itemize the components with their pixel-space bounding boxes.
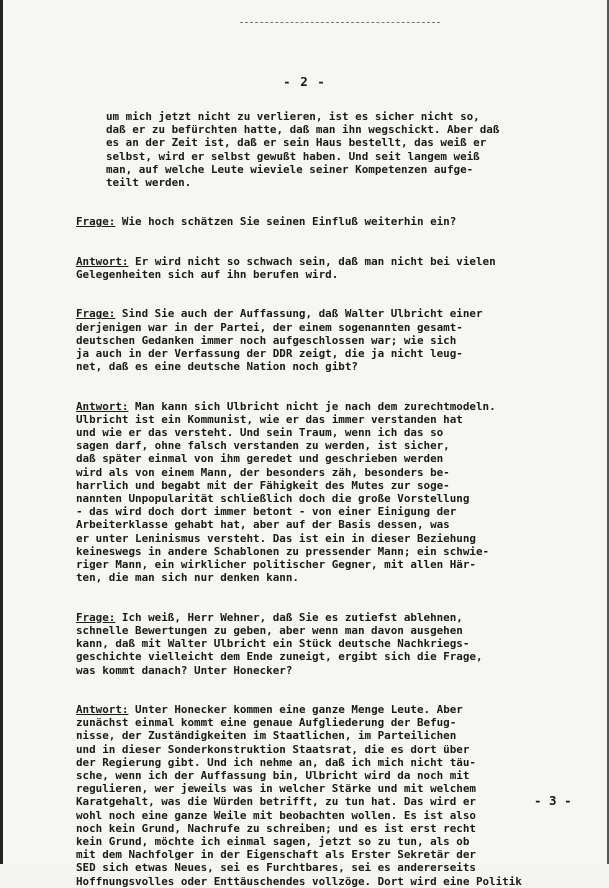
- intro-paragraph: um mich jetzt nicht zu verlieren, ist es sicher nicht so, daß er zu befürchten hatte, daß man ihn wegschickt. Aber daß es an der Zeit ist, daß er sein Haus bestellt, das weiß er selbst, wird er selbst gewußt haben. Und seit langem weiß man, auf welche Leute wieviele seiner Kompetenzen aufge- teilt werden.: [106, 110, 500, 190]
- question-block: [76, 202, 556, 228]
- speaker-label: Frage:: [76, 307, 116, 321]
- question-block: [76, 294, 556, 373]
- block-text: Sind Sie auch der Auffassung, daß Walter Ulbricht einer derjenigen war in der Partei, der einem sogenannten gesamt- deutschen Gedanken immer noch aufgeschlossen war; wie sich ja auch in der Verfassung der DDR zeigt, die ja nicht leug- net, daß es eine deutsche Nation noch gibt?: [76, 307, 483, 374]
- next-page-marker: - 3 -: [534, 793, 572, 808]
- speaker-label: Frage:: [76, 215, 116, 229]
- speaker-label: Antwort:: [76, 254, 129, 268]
- block-text: Man kann sich Ulbricht nicht je nach dem zurechtmodeln. Ulbricht ist ein Kommunist, wie er das immer verstanden hat und wie er das versteht. Und sein Traum, wenn ich das so sagen darf, ohne falsch verstanden zu werden, ist sicher, daß später einmal von ihm geredet und geschrieben werden wird als von einem Mann, der besonders zäh, besonders be- harrlich und begabt mit der Fähigkeit des Mutes zur soge- nannten Unpopularität schließlich doch die große Vorstellung - das wird doch dort immer betont - von einer Einigung der Arbeiterklasse gehabt hat, aber auf der Basis dessen, was er unter Leninismus versteht. Das ist ein in dieser Beziehung keineswegs in andere Schablonen zu pressender Mann; ein schwie- riger Mann, ein wirklicher politischer Gegner, mit allen Här- ten, die man sich nur denken kann.: [76, 399, 496, 585]
- block-text: Unter Honecker kommen eine ganze Menge Leute. Aber zunächst einmal kommt eine genaue Aufgliederung der Befug- nisse, der Zuständigkeiten im Staatlichen, im Parteilichen und in dieser Sonderkonstruktion Staatsrat, die es dort über der Regierung gibt. Und ich nehme an, daß ich mich nicht täu- sche, wenn ich der Auffassung bin, Ulbricht wird da noch mit regulieren, wer jeweils was in welcher Stärke und mit welchem Karatgehalt, was die Würden betrifft, zu tun hat. Das wird er wohl noch eine ganze Weile mit beobachten wollen. Es ist also noch kein Grund, Nachrufe zu schreiben; und es ist erst recht kein Grund, möchte ich einmal sagen, jetzt so zu tun, als ob mit dem Nachfolger in der Eigenschaft als Erster Sekretär der SED sich etwas Neues, sei es Furchtbares, sei es andererseits Hoffnungsvolles oder Enttäuschendes vollzöge. Dort wird eine Politik: [76, 702, 522, 888]
- document-body: [76, 110, 556, 888]
- speaker-label: Antwort:: [76, 399, 129, 413]
- answer-block: [76, 242, 556, 282]
- block-text: Ich weiß, Herr Wehner, daß Sie es zutiefst ablehnen, schnelle Bewertungen zu geben, aber wenn man davon ausgehen kann, daß mit Walter Ulbricht ein Stück deutsche Nachkriegs- geschichte vielleicht dem Ende zuneigt, ergibt sich die Frage, was kommt danach? Unter Honecker?: [76, 610, 483, 677]
- answer-block: [76, 386, 556, 584]
- speaker-label: Antwort:: [76, 702, 129, 716]
- block-text: Wie hoch schätzen Sie seinen Einfluß weiterhin ein?: [115, 215, 457, 229]
- page-number: - 2 -: [283, 74, 326, 89]
- question-block: [76, 598, 556, 677]
- top-scan-line: [240, 22, 440, 23]
- answer-block: [76, 690, 556, 888]
- block-text: Er wird nicht so schwach sein, daß man nicht bei vielen Gelegenheiten sich auf ihn berufen wird.: [76, 254, 496, 282]
- speaker-label: Frage:: [76, 610, 116, 624]
